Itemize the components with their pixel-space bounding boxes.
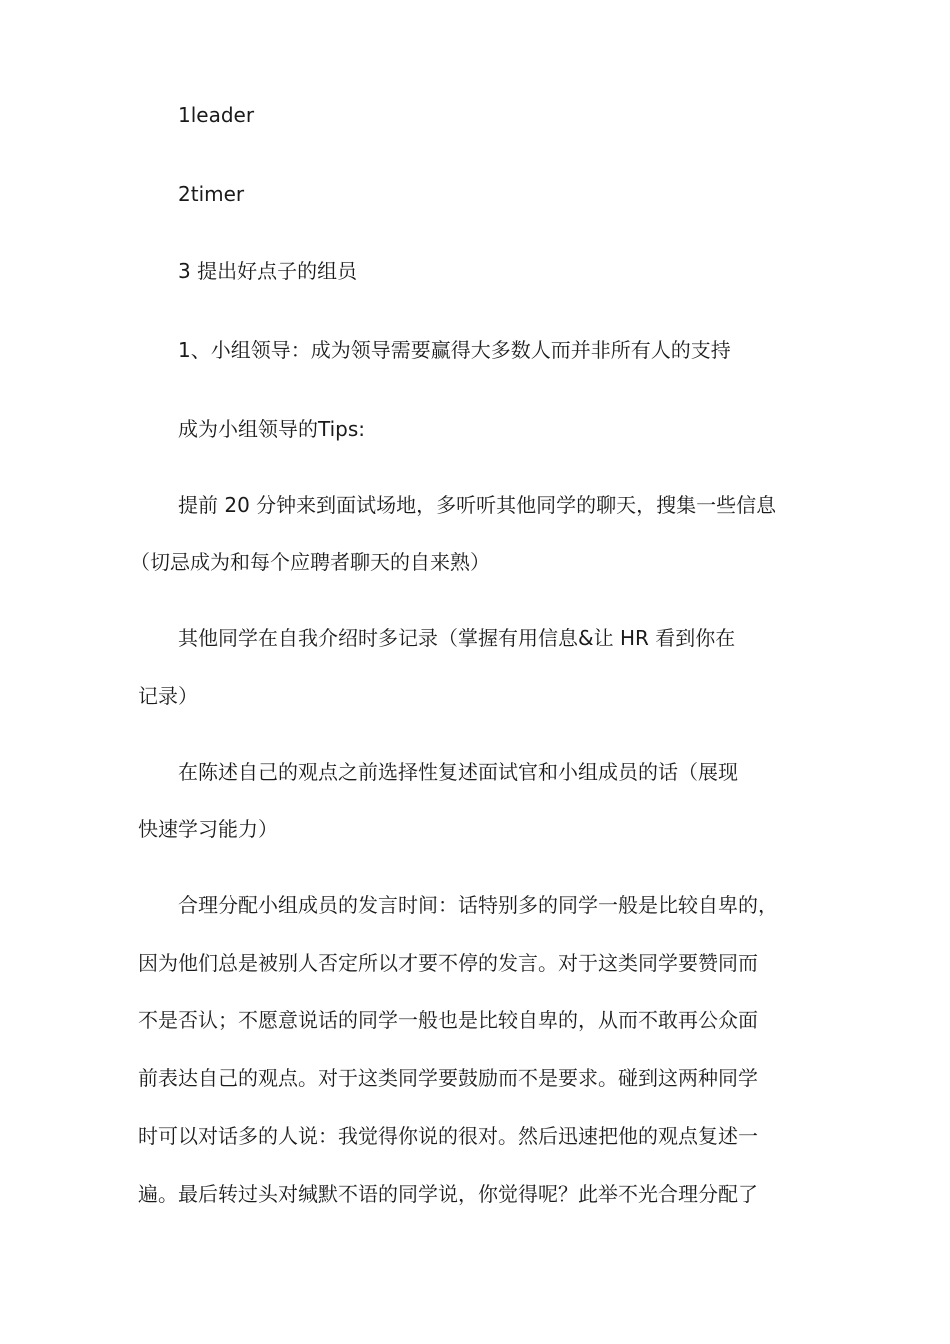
list-item-3: 3 提出好点子的组员 bbox=[178, 259, 358, 283]
section-heading: 1、小组领导：成为领导需要赢得大多数人而并非所有人的支持 bbox=[178, 338, 731, 362]
tip2-line-2: 记录） bbox=[138, 684, 198, 708]
tip4-line-3: 不是否认；不愿意说话的同学一般也是比较自卑的，从而不敢再公众面 bbox=[138, 1008, 758, 1032]
list-item-2: 2timer bbox=[178, 182, 245, 206]
tip4-line-1: 合理分配小组成员的发言时间：话特别多的同学一般是比较自卑的， bbox=[178, 893, 778, 917]
tips-title: 成为小组领导的Tips: bbox=[178, 417, 366, 441]
tip1-line-2: （切忌成为和每个应聘者聊天的自来熟） bbox=[130, 550, 490, 574]
tip4-line-5: 时可以对话多的人说：我觉得你说的很对。然后迅速把他的观点复述一 bbox=[138, 1124, 758, 1148]
tip4-line-4: 前表达自己的观点。对于这类同学要鼓励而不是要求。碰到这两种同学 bbox=[138, 1066, 758, 1090]
tip4-line-2: 因为他们总是被别人否定所以才要不停的发言。对于这类同学要赞同而 bbox=[138, 951, 758, 975]
tip4-line-6: 遍。最后转过头对缄默不语的同学说，你觉得呢？此举不光合理分配了 bbox=[138, 1182, 758, 1206]
tip2-line-1: 其他同学在自我介绍时多记录（掌握有用信息&让 HR 看到你在 bbox=[178, 626, 736, 650]
tip1-line-1: 提前 20 分钟来到面试场地，多听听其他同学的聊天，搜集一些信息 bbox=[178, 493, 777, 517]
list-item-1: 1leader bbox=[178, 103, 255, 127]
tip3-line-1: 在陈述自己的观点之前选择性复述面试官和小组成员的话（展现 bbox=[178, 760, 738, 784]
tip3-line-2: 快速学习能力） bbox=[138, 817, 278, 841]
